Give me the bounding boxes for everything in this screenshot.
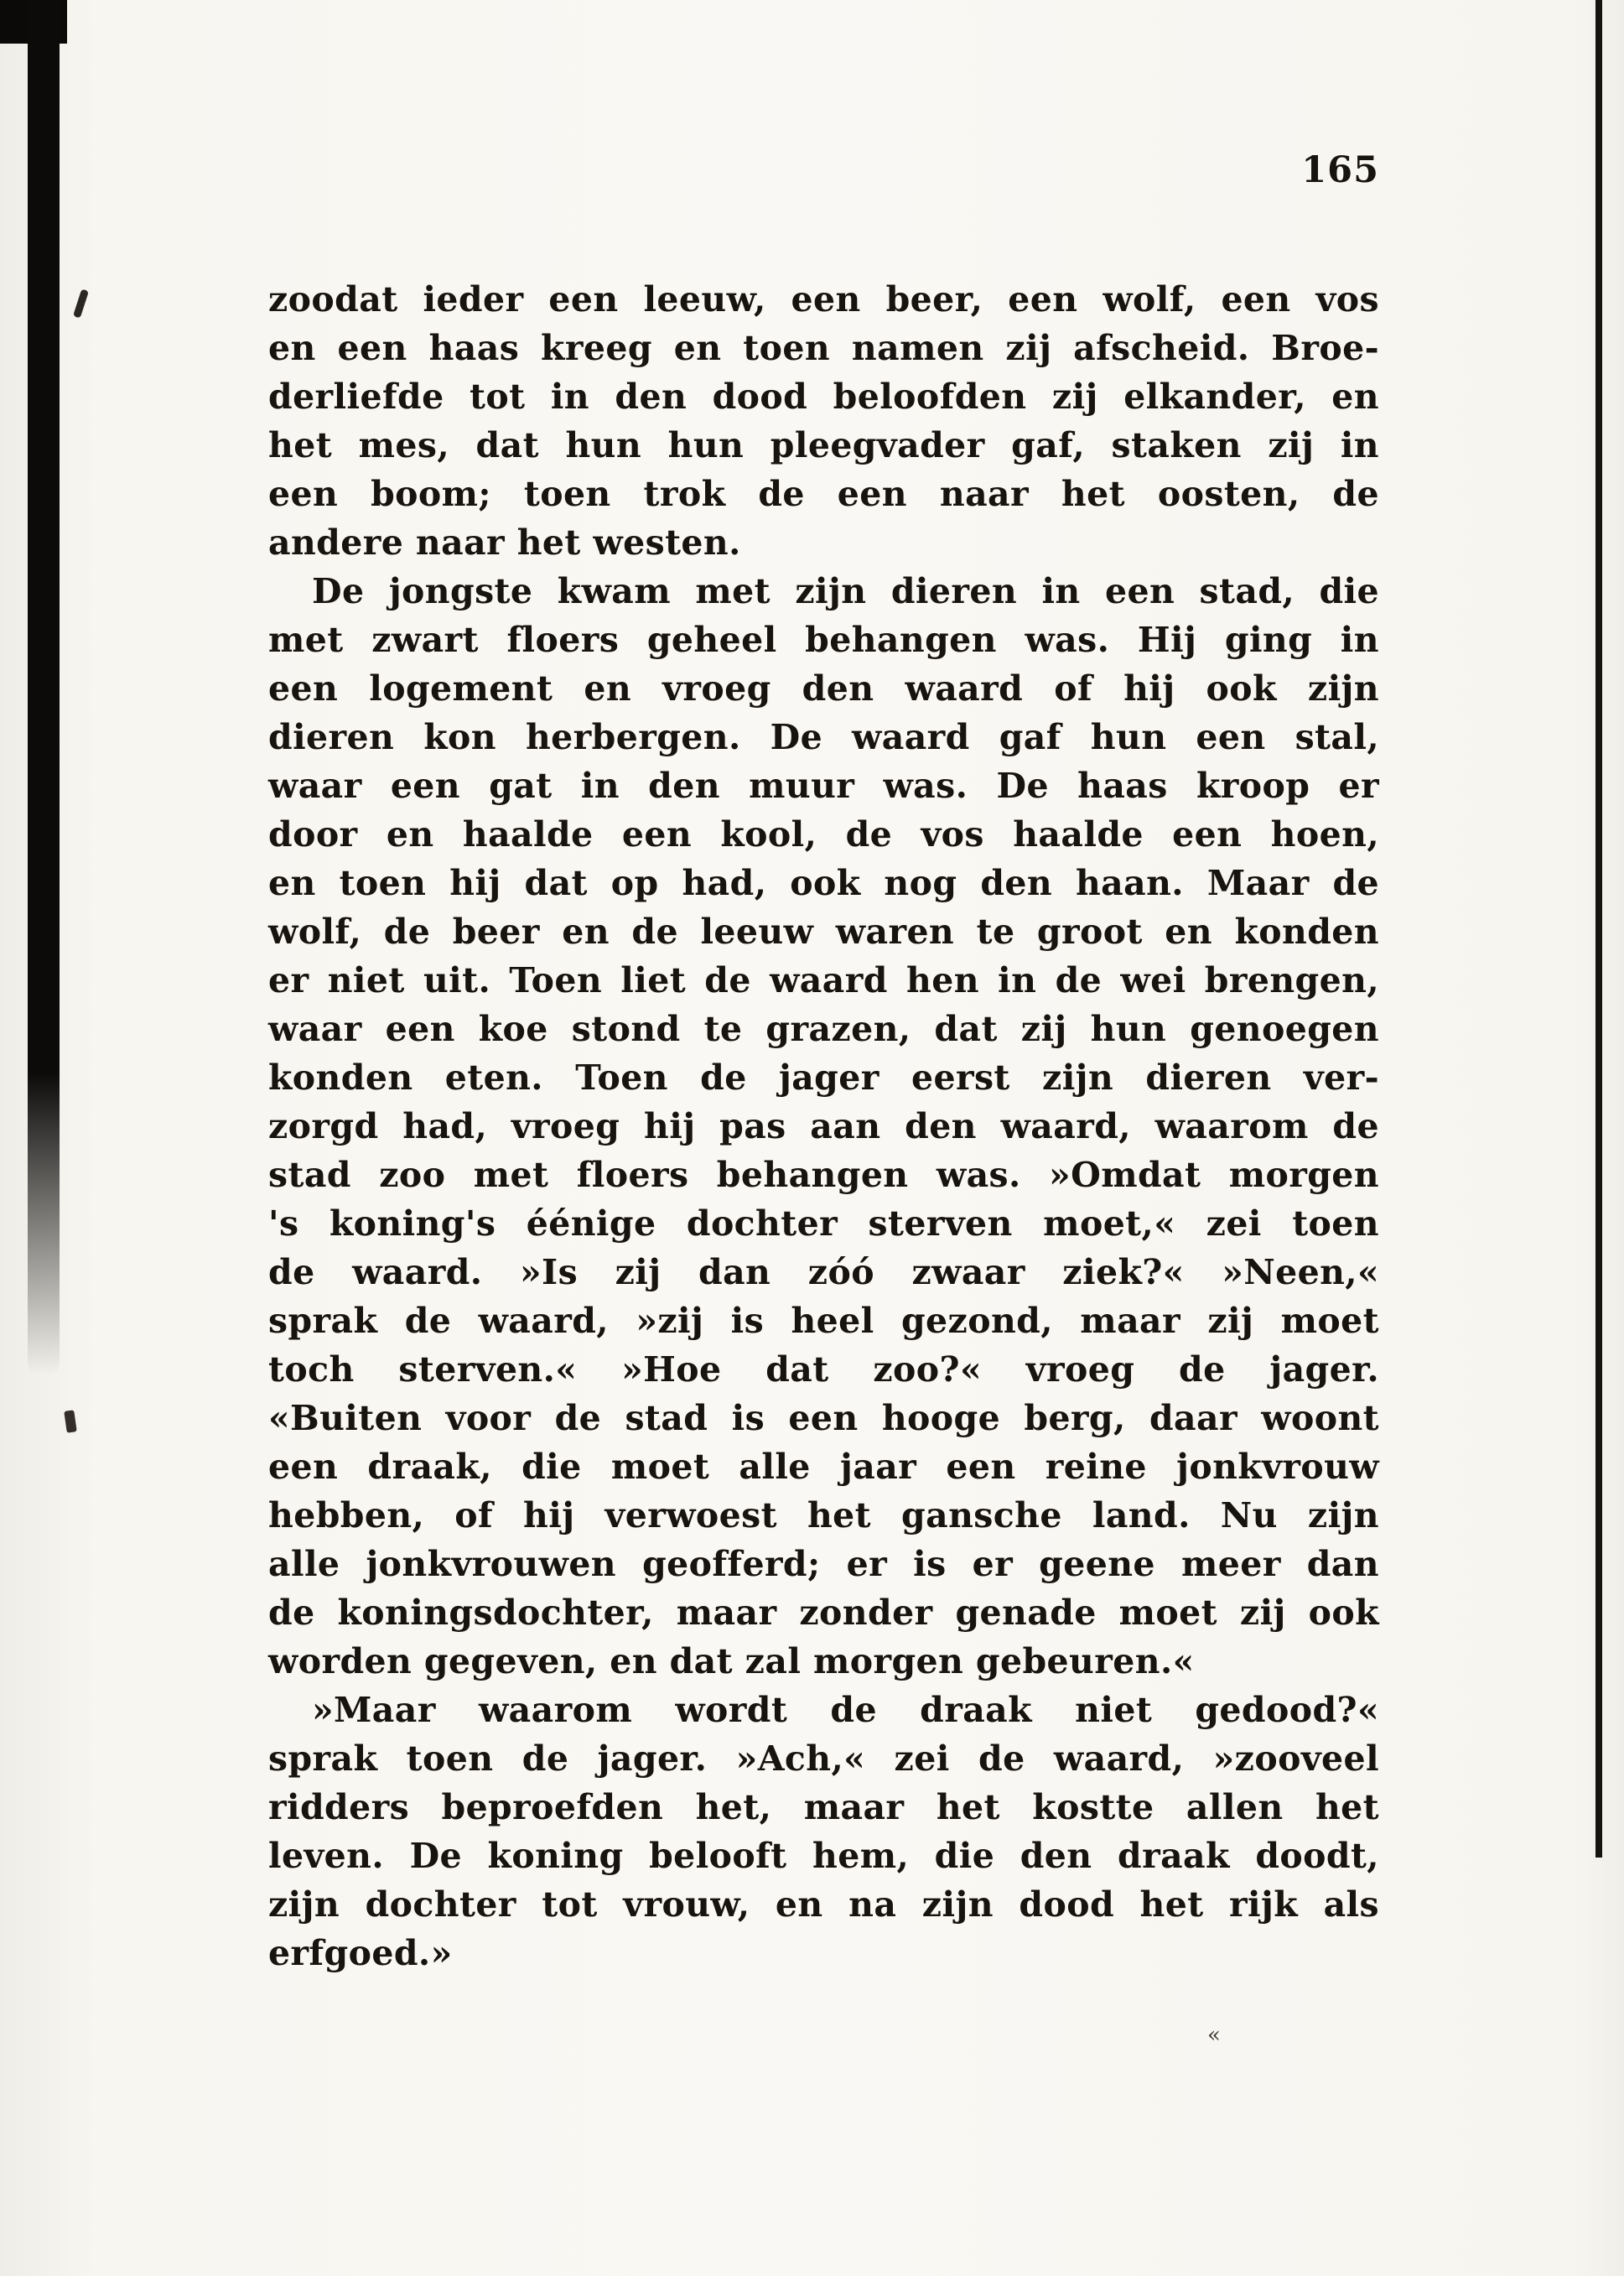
text-line: dieren kon herbergen. De waard gaf hun een stal, bbox=[268, 717, 1379, 757]
text-line: waar een gat in den muur was. De haas kroop er bbox=[268, 766, 1379, 806]
text-line: stad zoo met floers behangen was. »Omdat morgen bbox=[268, 1155, 1379, 1195]
text-line: 's koning's éénige dochter sterven moet,« zei toen bbox=[268, 1203, 1379, 1244]
paragraph bbox=[268, 275, 1379, 567]
text-line: door en haalde een kool, de vos haalde een hoen, bbox=[268, 814, 1379, 855]
text-line: sprak de waard, »zij is heel gezond, maar zij moet bbox=[268, 1301, 1379, 1341]
paragraph bbox=[268, 567, 1379, 1686]
text-line: ridders beproefden het, maar het kostte allen het bbox=[268, 1787, 1379, 1827]
text-line: alle jonkvrouwen geofferd; er is er geene meer dan bbox=[268, 1544, 1379, 1584]
text-line: worden gegeven, en dat zal morgen gebeuren.« bbox=[268, 1641, 1195, 1681]
page-edge-line bbox=[1595, 0, 1602, 1858]
paragraph bbox=[268, 1686, 1379, 1977]
scan-artifact: « bbox=[1207, 2023, 1221, 2048]
text-line: de koningsdochter, maar zonder genade moet zij ook bbox=[268, 1593, 1379, 1633]
text-line: een boom; toen trok de een naar het oosten, de bbox=[268, 474, 1379, 514]
text-line: «Buiten voor de stad is een hooge berg, daar woont bbox=[268, 1398, 1379, 1438]
text-line: derliefde tot in den dood beloofden zij elkander, en bbox=[268, 377, 1379, 417]
text-line: wolf, de beer en de leeuw waren te groot en konden bbox=[268, 912, 1379, 952]
text-line: het mes, dat hun hun pleegvader gaf, staken zij in bbox=[268, 425, 1379, 465]
text-line: leven. De koning belooft hem, die den draak doodt, bbox=[268, 1836, 1379, 1876]
page-number: 165 bbox=[1301, 149, 1379, 191]
text-line: hebben, of hij verwoest het gansche land. Nu zijn bbox=[268, 1495, 1379, 1536]
text-line: de waard. »Is zij dan zóó zwaar ziek?« »Neen,« bbox=[268, 1252, 1379, 1292]
text-line: zorgd had, vroeg hij pas aan den waard, waarom de bbox=[268, 1106, 1379, 1146]
text-block bbox=[268, 275, 1379, 1977]
scan-artifact bbox=[64, 1410, 77, 1432]
scan-artifact bbox=[73, 288, 89, 318]
text-line: zijn dochter tot vrouw, en na zijn dood het rijk als bbox=[268, 1884, 1379, 1925]
text-line: en een haas kreeg en toen namen zij afscheid. Broe- bbox=[268, 328, 1379, 368]
text-line: »Maar waarom wordt de draak niet gedood?« bbox=[312, 1690, 1379, 1730]
text-line: De jongste kwam met zijn dieren in een stad, die bbox=[312, 571, 1379, 611]
text-line: konden eten. Toen de jager eerst zijn dieren ver- bbox=[268, 1057, 1379, 1098]
binding-shadow-bar bbox=[28, 0, 60, 1375]
text-line: met zwart floers geheel behangen was. Hij ging in bbox=[268, 620, 1379, 660]
text-line: er niet uit. Toen liet de waard hen in de wei brengen, bbox=[268, 960, 1379, 1000]
text-line: en toen hij dat op had, ook nog den haan. Maar de bbox=[268, 863, 1379, 903]
text-line: een draak, die moet alle jaar een reine jonkvrouw bbox=[268, 1447, 1379, 1487]
text-line: erfgoed.» bbox=[268, 1933, 453, 1973]
text-line: zoodat ieder een leeuw, een beer, een wolf, een vos bbox=[268, 279, 1379, 320]
text-line: sprak toen de jager. »Ach,« zei de waard, »zooveel bbox=[268, 1738, 1379, 1779]
text-line: toch sterven.« »Hoe dat zoo?« vroeg de jager. bbox=[268, 1349, 1379, 1390]
text-line: een logement en vroeg den waard of hij ook zijn bbox=[268, 668, 1379, 709]
text-line: andere naar het westen. bbox=[268, 522, 741, 563]
text-line: waar een koe stond te grazen, dat zij hun genoegen bbox=[268, 1009, 1379, 1049]
